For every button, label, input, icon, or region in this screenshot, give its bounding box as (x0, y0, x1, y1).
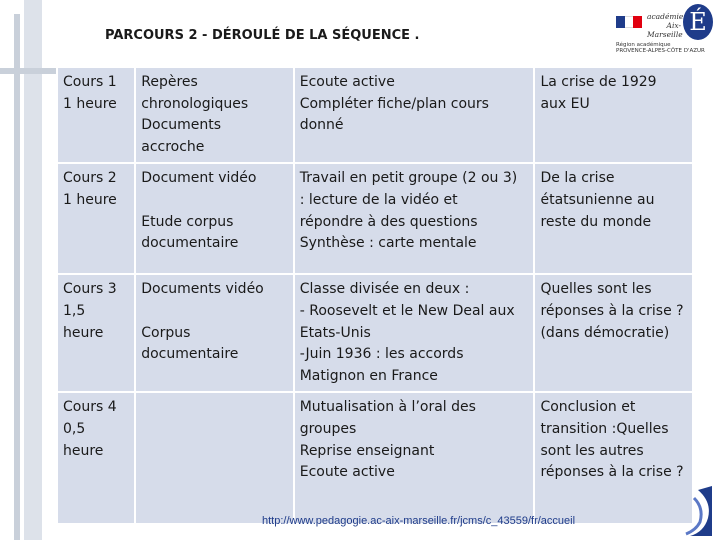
republic-flag-icon (616, 16, 642, 28)
cell-activite: Travail en petit groupe (2 ou 3) : lecture de la vidéo et répondre à des questions Synthèse : carte mentale (295, 164, 534, 273)
table-row (58, 275, 692, 391)
academie-emblem-icon: É (683, 4, 713, 40)
cell-notion: De la crise étatsunienne au reste du monde (535, 164, 692, 273)
cell-supports (136, 393, 292, 523)
cell-notion: Quelles sont les réponses à la crise ? (dans démocratie) (535, 275, 692, 391)
cell-supports: Document vidéo Etude corpus documentaire (136, 164, 292, 273)
cell-supports: Documents vidéo Corpus documentaire (136, 275, 292, 391)
table-row (58, 68, 692, 162)
page-title: PARCOURS 2 - DÉROULÉ DE LA SÉQUENCE . (105, 28, 420, 43)
decor-bar-vertical-1 (14, 14, 20, 540)
cell-activite: Ecoute active Compléter fiche/plan cours donné (295, 68, 534, 162)
cell-cours: Cours 1 1 heure (58, 68, 134, 162)
decor-bar-vertical-2 (24, 0, 42, 540)
corner-decoration-icon (668, 486, 712, 536)
region-name: Région académique PROVENCE-ALPES-CÔTE D'AZUR (616, 42, 705, 54)
table-row (58, 393, 692, 523)
cell-notion: La crise de 1929 aux EU (535, 68, 692, 162)
cell-cours: Cours 3 1,5 heure (58, 275, 134, 391)
cell-supports: Repères chronologiques Documents accroche (136, 68, 292, 162)
footer-link[interactable]: http://www.pedagogie.ac-aix-marseille.fr/jcms/c_43559/fr/accueil (262, 515, 576, 527)
academie-logo (613, 4, 715, 52)
table-row (58, 164, 692, 273)
cell-activite: Classe divisée en deux : - Roosevelt et le New Deal aux Etats-Unis -Juin 1936 : les accords Matignon en France (295, 275, 534, 391)
cell-notion: Conclusion et transition :Quelles sont les autres réponses à la crise ? (535, 393, 692, 523)
cell-activite: Mutualisation à l’oral des groupes Reprise enseignant Ecoute active (295, 393, 534, 523)
academie-name: académie Aix-Marseille (647, 12, 684, 39)
cell-cours: Cours 2 1 heure (58, 164, 134, 273)
sequence-table (56, 66, 694, 525)
decor-bar-horizontal (0, 68, 56, 74)
cell-cours: Cours 4 0,5 heure (58, 393, 134, 523)
